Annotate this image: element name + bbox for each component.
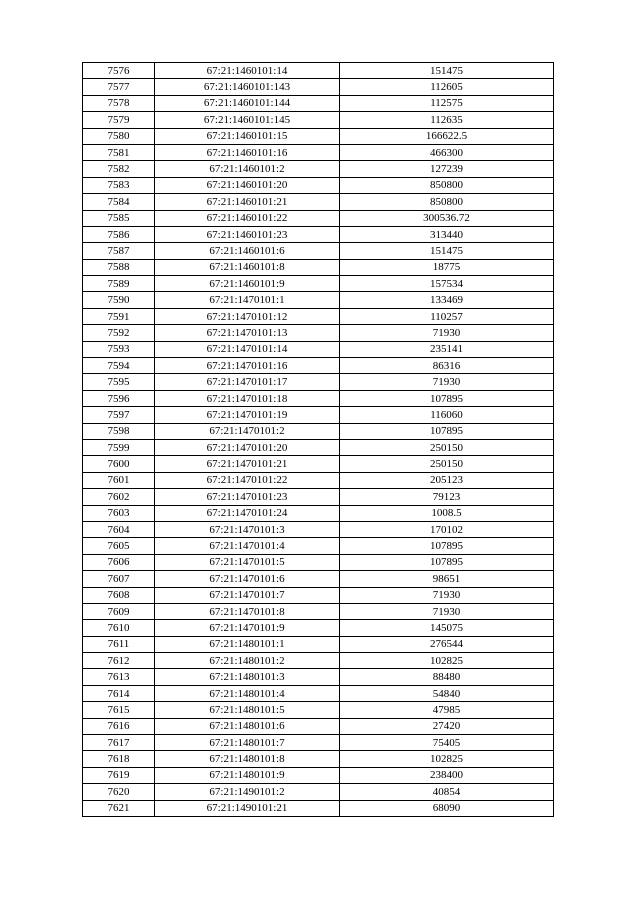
table-row	[83, 767, 554, 783]
value-cell: 71930	[340, 374, 554, 390]
cadastral-number-cell: 67:21:1460101:15	[155, 128, 340, 144]
table-row	[83, 784, 554, 800]
table-row	[83, 653, 554, 669]
table-row	[83, 374, 554, 390]
value-cell: 79123	[340, 489, 554, 505]
cadastral-number-cell: 67:21:1470101:3	[155, 521, 340, 537]
row-number-cell: 7613	[83, 669, 155, 685]
value-cell: 205123	[340, 472, 554, 488]
row-number-cell: 7581	[83, 144, 155, 160]
value-cell: 300536.72	[340, 210, 554, 226]
cadastral-number-cell: 67:21:1470101:24	[155, 505, 340, 521]
value-cell: 107895	[340, 554, 554, 570]
value-cell: 151475	[340, 63, 554, 79]
row-number-cell: 7612	[83, 653, 155, 669]
row-number-cell: 7602	[83, 489, 155, 505]
cadastral-number-cell: 67:21:1470101:1	[155, 292, 340, 308]
table-row	[83, 358, 554, 374]
table-row	[83, 95, 554, 111]
table-row	[83, 423, 554, 439]
table-row	[83, 79, 554, 95]
cadastral-number-cell: 67:21:1480101:8	[155, 751, 340, 767]
table-row	[83, 751, 554, 767]
value-cell: 145075	[340, 620, 554, 636]
cadastral-number-cell: 67:21:1460101:144	[155, 95, 340, 111]
value-cell: 133469	[340, 292, 554, 308]
cadastral-number-cell: 67:21:1470101:9	[155, 620, 340, 636]
value-cell: 102825	[340, 653, 554, 669]
row-number-cell: 7578	[83, 95, 155, 111]
value-cell: 151475	[340, 243, 554, 259]
value-cell: 238400	[340, 767, 554, 783]
row-number-cell: 7606	[83, 554, 155, 570]
cadastral-number-cell: 67:21:1460101:22	[155, 210, 340, 226]
value-cell: 157534	[340, 276, 554, 292]
cadastral-number-cell: 67:21:1470101:19	[155, 407, 340, 423]
table-row	[83, 554, 554, 570]
cadastral-number-cell: 67:21:1460101:20	[155, 177, 340, 193]
row-number-cell: 7608	[83, 587, 155, 603]
row-number-cell: 7598	[83, 423, 155, 439]
cadastral-number-cell: 67:21:1470101:4	[155, 538, 340, 554]
row-number-cell: 7593	[83, 341, 155, 357]
cadastral-number-cell: 67:21:1470101:18	[155, 390, 340, 406]
table-row	[83, 620, 554, 636]
table-row	[83, 259, 554, 275]
cadastral-number-cell: 67:21:1470101:14	[155, 341, 340, 357]
row-number-cell: 7579	[83, 112, 155, 128]
value-cell: 112635	[340, 112, 554, 128]
row-number-cell: 7576	[83, 63, 155, 79]
value-cell: 107895	[340, 390, 554, 406]
cadastral-number-cell: 67:21:1460101:143	[155, 79, 340, 95]
cadastral-number-cell: 67:21:1460101:145	[155, 112, 340, 128]
table-row	[83, 521, 554, 537]
row-number-cell: 7588	[83, 259, 155, 275]
table-row	[83, 489, 554, 505]
cadastral-number-cell: 67:21:1470101:17	[155, 374, 340, 390]
row-number-cell: 7619	[83, 767, 155, 783]
cadastral-number-cell: 67:21:1480101:1	[155, 636, 340, 652]
table-row	[83, 571, 554, 587]
table-row	[83, 439, 554, 455]
cadastral-number-cell: 67:21:1480101:6	[155, 718, 340, 734]
cadastral-number-cell: 67:21:1470101:20	[155, 439, 340, 455]
value-cell: 116060	[340, 407, 554, 423]
row-number-cell: 7594	[83, 358, 155, 374]
row-number-cell: 7611	[83, 636, 155, 652]
row-number-cell: 7583	[83, 177, 155, 193]
row-number-cell: 7596	[83, 390, 155, 406]
table-row	[83, 276, 554, 292]
value-cell: 466300	[340, 144, 554, 160]
row-number-cell: 7615	[83, 702, 155, 718]
row-number-cell: 7582	[83, 161, 155, 177]
value-cell: 102825	[340, 751, 554, 767]
table-row	[83, 587, 554, 603]
value-cell: 250150	[340, 456, 554, 472]
row-number-cell: 7621	[83, 800, 155, 816]
cadastral-number-cell: 67:21:1460101:16	[155, 144, 340, 160]
cadastral-number-cell: 67:21:1460101:23	[155, 226, 340, 242]
value-cell: 98651	[340, 571, 554, 587]
cadastral-value-table	[82, 62, 554, 817]
table-row	[83, 144, 554, 160]
table-row	[83, 718, 554, 734]
table-row	[83, 603, 554, 619]
value-cell: 47985	[340, 702, 554, 718]
value-cell: 75405	[340, 735, 554, 751]
cadastral-number-cell: 67:21:1470101:22	[155, 472, 340, 488]
table-row	[83, 341, 554, 357]
table-row	[83, 472, 554, 488]
row-number-cell: 7607	[83, 571, 155, 587]
cadastral-number-cell: 67:21:1470101:16	[155, 358, 340, 374]
value-cell: 107895	[340, 423, 554, 439]
value-cell: 86316	[340, 358, 554, 374]
value-cell: 88480	[340, 669, 554, 685]
cadastral-number-cell: 67:21:1470101:7	[155, 587, 340, 603]
value-cell: 112575	[340, 95, 554, 111]
row-number-cell: 7577	[83, 79, 155, 95]
value-cell: 107895	[340, 538, 554, 554]
cadastral-number-cell: 67:21:1480101:4	[155, 685, 340, 701]
row-number-cell: 7610	[83, 620, 155, 636]
row-number-cell: 7584	[83, 194, 155, 210]
table-row	[83, 685, 554, 701]
value-cell: 110257	[340, 308, 554, 324]
row-number-cell: 7605	[83, 538, 155, 554]
table-row	[83, 161, 554, 177]
cadastral-number-cell: 67:21:1480101:2	[155, 653, 340, 669]
table-row	[83, 243, 554, 259]
row-number-cell: 7617	[83, 735, 155, 751]
value-cell: 112605	[340, 79, 554, 95]
row-number-cell: 7587	[83, 243, 155, 259]
row-number-cell: 7597	[83, 407, 155, 423]
row-number-cell: 7600	[83, 456, 155, 472]
cadastral-number-cell: 67:21:1480101:3	[155, 669, 340, 685]
value-cell: 127239	[340, 161, 554, 177]
table-row	[83, 735, 554, 751]
table-row	[83, 325, 554, 341]
table-row	[83, 63, 554, 79]
value-cell: 170102	[340, 521, 554, 537]
row-number-cell: 7616	[83, 718, 155, 734]
row-number-cell: 7620	[83, 784, 155, 800]
cadastral-number-cell: 67:21:1470101:21	[155, 456, 340, 472]
table-row	[83, 194, 554, 210]
cadastral-number-cell: 67:21:1460101:2	[155, 161, 340, 177]
row-number-cell: 7589	[83, 276, 155, 292]
cadastral-number-cell: 67:21:1470101:2	[155, 423, 340, 439]
cadastral-number-cell: 67:21:1470101:13	[155, 325, 340, 341]
value-cell: 850800	[340, 194, 554, 210]
row-number-cell: 7609	[83, 603, 155, 619]
cadastral-number-cell: 67:21:1460101:8	[155, 259, 340, 275]
value-cell: 276544	[340, 636, 554, 652]
cadastral-number-cell: 67:21:1480101:7	[155, 735, 340, 751]
table-row	[83, 702, 554, 718]
cadastral-number-cell: 67:21:1460101:21	[155, 194, 340, 210]
table-row	[83, 505, 554, 521]
table-row	[83, 407, 554, 423]
cadastral-number-cell: 67:21:1470101:12	[155, 308, 340, 324]
value-cell: 27420	[340, 718, 554, 734]
cadastral-number-cell: 67:21:1470101:6	[155, 571, 340, 587]
cadastral-number-cell: 67:21:1460101:9	[155, 276, 340, 292]
value-cell: 850800	[340, 177, 554, 193]
cadastral-number-cell: 67:21:1490101:2	[155, 784, 340, 800]
table-row	[83, 800, 554, 816]
row-number-cell: 7585	[83, 210, 155, 226]
cadastral-number-cell: 67:21:1460101:6	[155, 243, 340, 259]
table-row	[83, 292, 554, 308]
cadastral-number-cell: 67:21:1460101:14	[155, 63, 340, 79]
table-row	[83, 390, 554, 406]
value-cell: 18775	[340, 259, 554, 275]
row-number-cell: 7592	[83, 325, 155, 341]
cadastral-number-cell: 67:21:1470101:5	[155, 554, 340, 570]
row-number-cell: 7590	[83, 292, 155, 308]
table-row	[83, 226, 554, 242]
table-row	[83, 112, 554, 128]
row-number-cell: 7618	[83, 751, 155, 767]
cadastral-number-cell: 67:21:1480101:9	[155, 767, 340, 783]
table-row	[83, 210, 554, 226]
row-number-cell: 7604	[83, 521, 155, 537]
value-cell: 40854	[340, 784, 554, 800]
value-cell: 166622.5	[340, 128, 554, 144]
row-number-cell: 7601	[83, 472, 155, 488]
cadastral-number-cell: 67:21:1470101:8	[155, 603, 340, 619]
value-cell: 71930	[340, 325, 554, 341]
table-row	[83, 177, 554, 193]
cadastral-number-cell: 67:21:1470101:23	[155, 489, 340, 505]
table-row	[83, 128, 554, 144]
value-cell: 68090	[340, 800, 554, 816]
row-number-cell: 7595	[83, 374, 155, 390]
row-number-cell: 7580	[83, 128, 155, 144]
value-cell: 313440	[340, 226, 554, 242]
value-cell: 250150	[340, 439, 554, 455]
table-row	[83, 308, 554, 324]
table-row	[83, 538, 554, 554]
row-number-cell: 7586	[83, 226, 155, 242]
value-cell: 1008.5	[340, 505, 554, 521]
cadastral-number-cell: 67:21:1490101:21	[155, 800, 340, 816]
row-number-cell: 7591	[83, 308, 155, 324]
row-number-cell: 7614	[83, 685, 155, 701]
value-cell: 54840	[340, 685, 554, 701]
row-number-cell: 7599	[83, 439, 155, 455]
table-row	[83, 636, 554, 652]
table-row	[83, 669, 554, 685]
cadastral-number-cell: 67:21:1480101:5	[155, 702, 340, 718]
value-cell: 71930	[340, 587, 554, 603]
value-cell: 71930	[340, 603, 554, 619]
table-body	[83, 63, 554, 817]
row-number-cell: 7603	[83, 505, 155, 521]
table-row	[83, 456, 554, 472]
value-cell: 235141	[340, 341, 554, 357]
